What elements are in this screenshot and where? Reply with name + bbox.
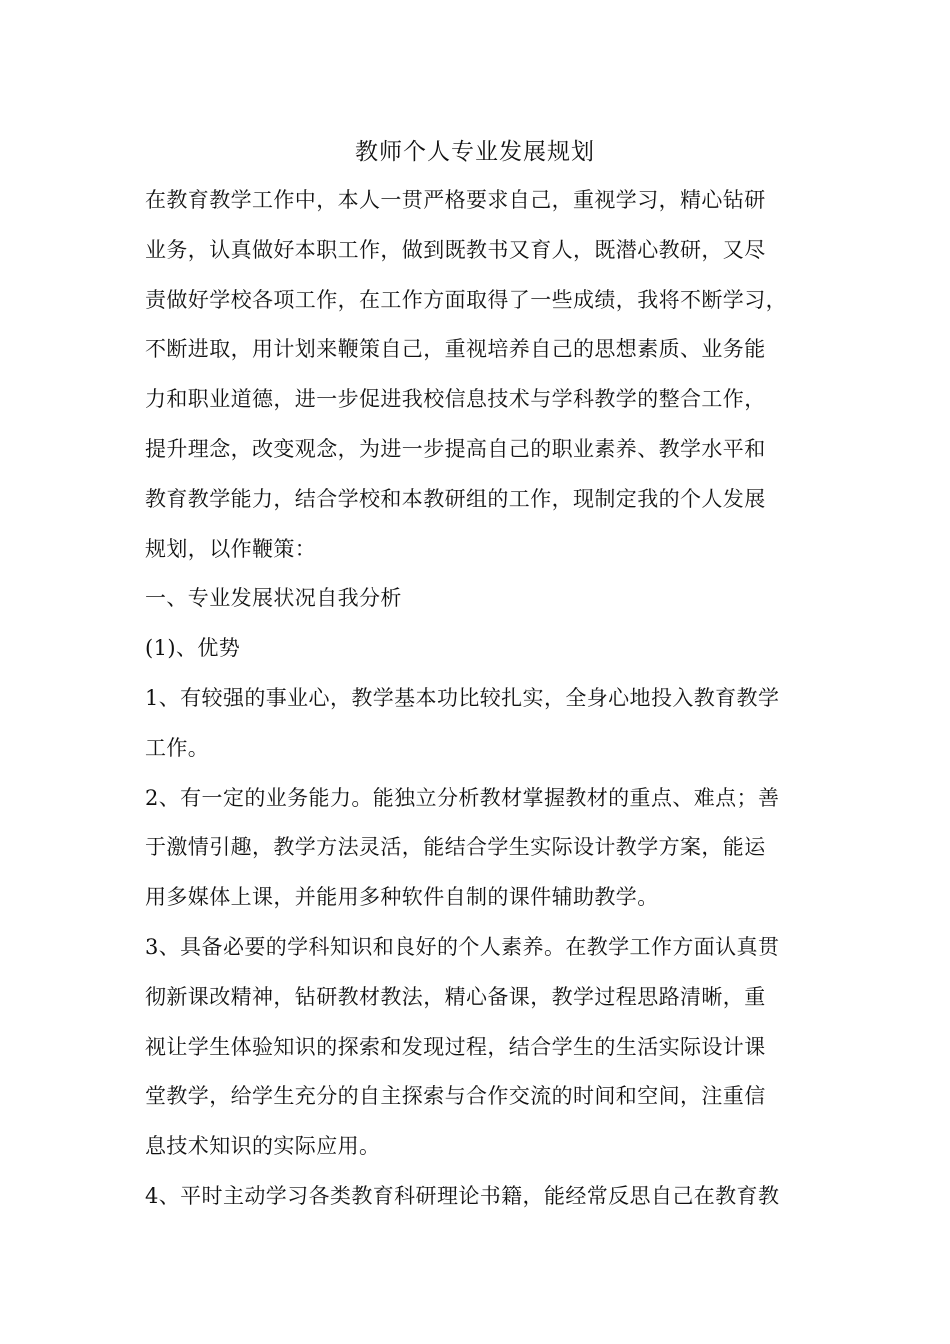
paragraph-line: 提升理念，改变观念，为进一步提高自己的职业素养、教学水平和 (145, 436, 766, 461)
list-item-line: 4、平时主动学习各类教育科研理论书籍，能经常反思自己在教育教 (145, 1183, 780, 1208)
paragraph-line: 不断进取，用计划来鞭策自己，重视培养自己的思想素质、业务能 (145, 337, 766, 362)
document-title: 教师个人专业发展规划 (355, 139, 595, 165)
list-item-line: 1、有较强的事业心，教学基本功比较扎实，全身心地投入教育教学 (145, 685, 780, 710)
list-item-line: 2、有一定的业务能力。能独立分析教材掌握教材的重点、难点；善 (145, 785, 780, 810)
list-item-line: 用多媒体上课，并能用多种软件自制的课件辅助教学。 (145, 885, 659, 910)
list-item-line: 视让学生体验知识的探索和发现过程，结合学生的生活实际设计课 (145, 1034, 766, 1059)
list-item-line: 堂教学，给学生充分的自主探索与合作交流的时间和空间，注重信 (145, 1084, 766, 1109)
section-heading: 一、专业发展状况自我分析 (145, 586, 402, 611)
subsection-heading: (1)、优势 (145, 636, 241, 661)
list-item-line: 于激情引趣，教学方法灵活，能结合学生实际设计教学方案，能运 (145, 835, 766, 860)
list-item-line: 3、具备必要的学科知识和良好的个人素养。在教学工作方面认真贯 (145, 934, 780, 959)
paragraph-line: 力和职业道德，进一步促进我校信息技术与学科教学的整合工作， (145, 387, 766, 412)
document-body (145, 180, 817, 1226)
paragraph-line: 责做好学校各项工作，在工作方面取得了一些成绩，我将不断学习， (145, 287, 787, 312)
paragraph-line: 业务，认真做好本职工作，做到既教书又育人，既潜心教研，又尽 (145, 237, 766, 262)
list-item-line: 彻新课改精神，钻研教材教法，精心备课，教学过程思路清晰，重 (145, 984, 766, 1009)
paragraph-line: 在教育教学工作中，本人一贯严格要求自己，重视学习，精心钻研 (145, 188, 766, 212)
list-item-line: 工作。 (145, 735, 210, 760)
list-item-line: 息技术知识的实际应用。 (145, 1134, 381, 1159)
paragraph-line: 规划，以作鞭策： (145, 536, 317, 561)
paragraph-line: 教育教学能力，结合学校和本教研组的工作，现制定我的个人发展 (145, 486, 766, 511)
